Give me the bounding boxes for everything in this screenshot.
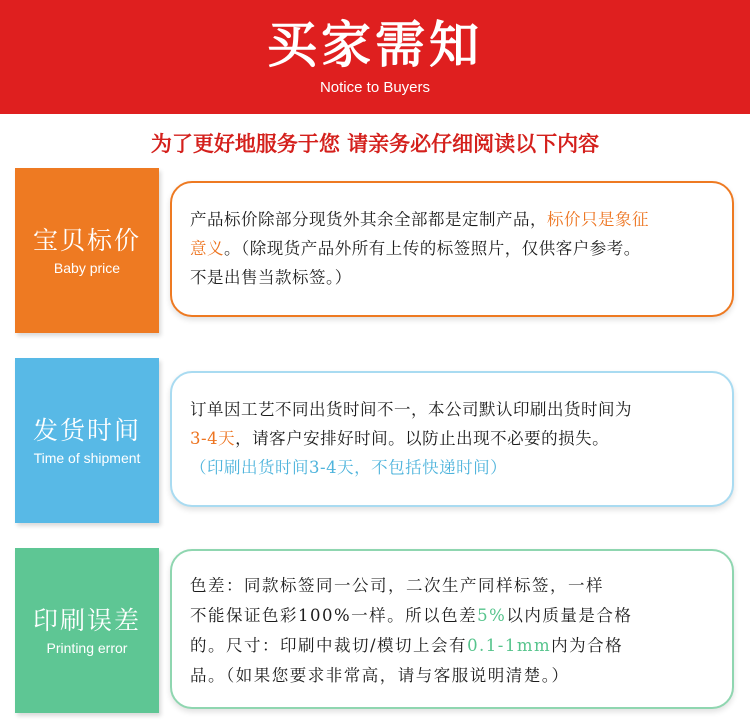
section-content-box: [170, 549, 734, 709]
section-label-en: Time of shipment: [33, 450, 141, 466]
section-label-en: Printing error: [46, 640, 128, 656]
text-span: 以内质量是合格: [506, 606, 633, 625]
content-line-note: （印刷出货时间3-4天，不包括快递时间）: [190, 458, 508, 477]
section-content-box: [170, 371, 734, 507]
page-subtitle: 为了更好地服务于您 请亲务必仔细阅读以下内容: [150, 132, 600, 156]
section-content-box: [170, 181, 734, 317]
highlight-text: 标价只是象征: [547, 210, 649, 229]
header-title: 买家需知: [267, 16, 483, 74]
content-line: 订单因工艺不同出货时间不一，本公司默认印刷出货时间为: [190, 400, 632, 419]
content-line: [190, 424, 720, 453]
content-line: [190, 601, 720, 631]
content-line: 品。（如果您要求非常高，请与客服说明清楚。）: [190, 666, 570, 685]
text-span: 的。尺寸：印刷中裁切/模切上会有: [190, 636, 468, 655]
highlight-text: 5%: [477, 606, 507, 625]
highlight-text: 3-4天: [190, 429, 236, 448]
content-line: 色差：同款标签同一公司，二次生产同样标签，一样: [190, 576, 604, 595]
highlight-text: 0.1-1mm: [467, 636, 552, 655]
section-label-box: [15, 358, 159, 523]
section-label-cn: 宝贝标价: [32, 226, 141, 255]
content-line: 不是出售当款标签。）: [190, 268, 352, 287]
header-banner: [0, 0, 750, 114]
text-span: 。（除现货产品外所有上传的标签照片，仅供客户参考。: [224, 239, 641, 258]
section-content-text: [190, 571, 720, 691]
section-label-cn: 发货时间: [32, 416, 141, 445]
section-label-box: [15, 168, 159, 333]
text-span: 内为合格: [551, 636, 624, 655]
header-subtitle: Notice to Buyers: [319, 79, 431, 96]
section-label-cn: 印刷误差: [32, 606, 141, 635]
section-content-text: [190, 395, 720, 482]
text-span: ，请客户安排好时间。以防止出现不必要的损失。: [235, 429, 610, 448]
content-line: [190, 205, 720, 234]
section-content-text: [190, 205, 720, 292]
highlight-text: 意义: [190, 239, 224, 258]
section-label-en: Baby price: [53, 260, 121, 276]
text-span: 不能保证色彩100%一样。所以色差: [190, 606, 478, 625]
content-line: [190, 631, 720, 661]
section-label-box: [15, 548, 159, 713]
text-span: 产品标价除部分现货外其余全部都是定制产品，: [190, 210, 547, 229]
content-line: [190, 234, 720, 263]
